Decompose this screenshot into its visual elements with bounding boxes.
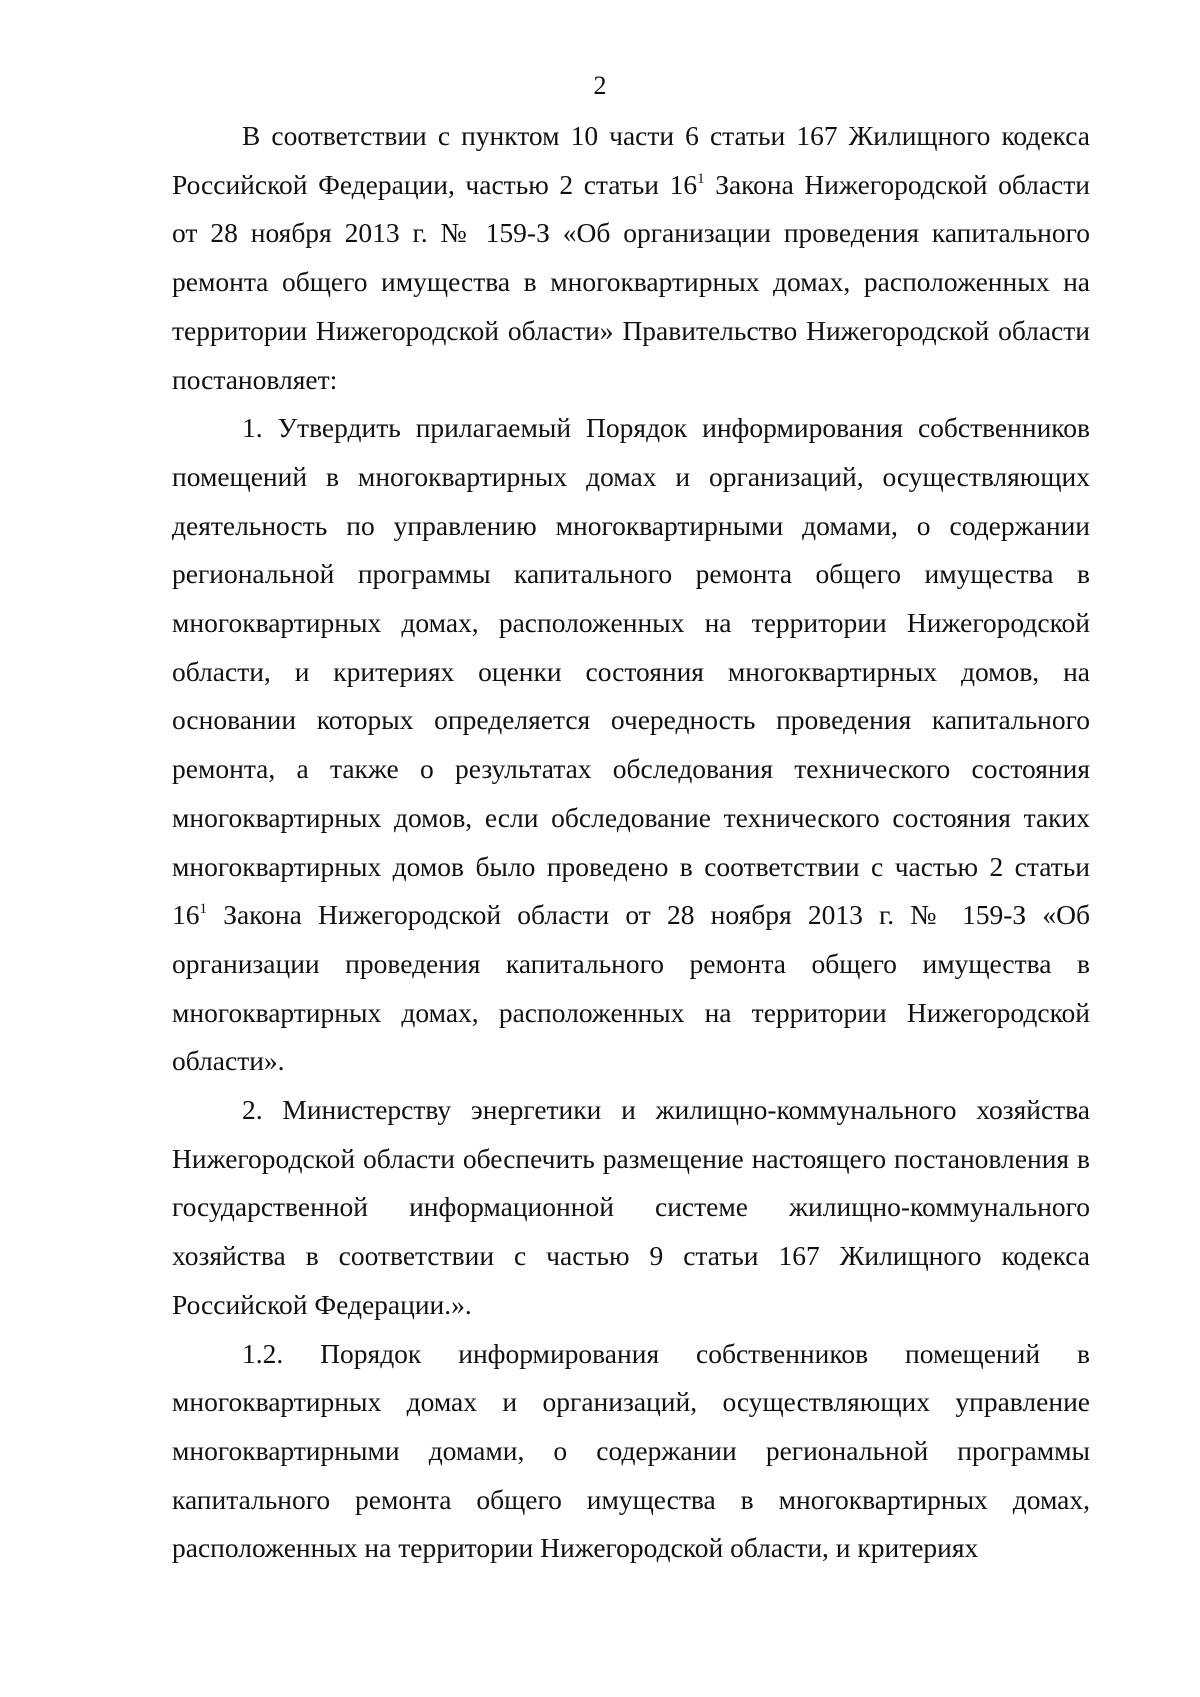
paragraph-text: Закона Нижегородской области от 28 ноября 2013 г. № 159-З «Об организации проведения капитального ремонта общего имущества в многоквартирных домах, расположенных на территории Нижегородской области» Правительство Нижегородской области постановляет: — [172, 168, 1090, 395]
superscript: 1 — [199, 901, 207, 918]
paragraph-text: В соответствии с пунктом 10 части 6 статьи 167 Жилищного кодекса Российской Федерации, частью 2 статьи 16 — [172, 120, 1090, 200]
paragraph-text: 2. Министерству энергетики и жилищно-коммунального хозяйства Нижегородской области обеспечить размещение настоящего постановления в государственной информационной системе жилищно-коммунального хозяйства в соответствии с частью 9 статьи 167 Жилищного кодекса Российской Федерации.». — [172, 1094, 1090, 1320]
page-number: 2 — [593, 71, 607, 100]
superscript: 1 — [697, 170, 705, 187]
document-body — [172, 112, 1090, 1573]
paragraph-preamble — [172, 112, 1090, 404]
paragraph-text: 1.2. Порядок информирования собственников помещений в многоквартирных домах и организаций, осуществляющих управление многоквартирными домами, о содержании региональной программы капитального ремонта общего имущества в многоквартирных домах, расположенных на территории Нижегородской области, и критериях — [172, 1337, 1090, 1564]
paragraph-item-2 — [172, 1086, 1090, 1330]
paragraph-text: 1. Утвердить прилагаемый Порядок информирования собственников помещений в многоквартирных домах и организаций, осуществляющих деятельность по управлению многоквартирными домами, о содержании региональной программы капитального ремонта общего имущества в многоквартирных домах, расположенных на территории Нижегородской области, и критериях оценки состояния многоквартирных домов, на основании которых определяется очередность проведения капитального ремонта, а также о результатах обследования технического состояния многоквартирных домов, если обследование технического состояния таких многоквартирных домов было проведено в соответствии с частью 2 статьи 16 — [172, 412, 1090, 931]
paragraph-text: Закона Нижегородской области от 28 ноября 2013 г. № 159-З «Об организации проведения капитального ремонта общего имущества в многоквартирных домах, расположенных на территории Нижегородской области». — [172, 899, 1090, 1077]
paragraph-item-1-2 — [172, 1330, 1090, 1574]
paragraph-item-1 — [172, 404, 1090, 1086]
